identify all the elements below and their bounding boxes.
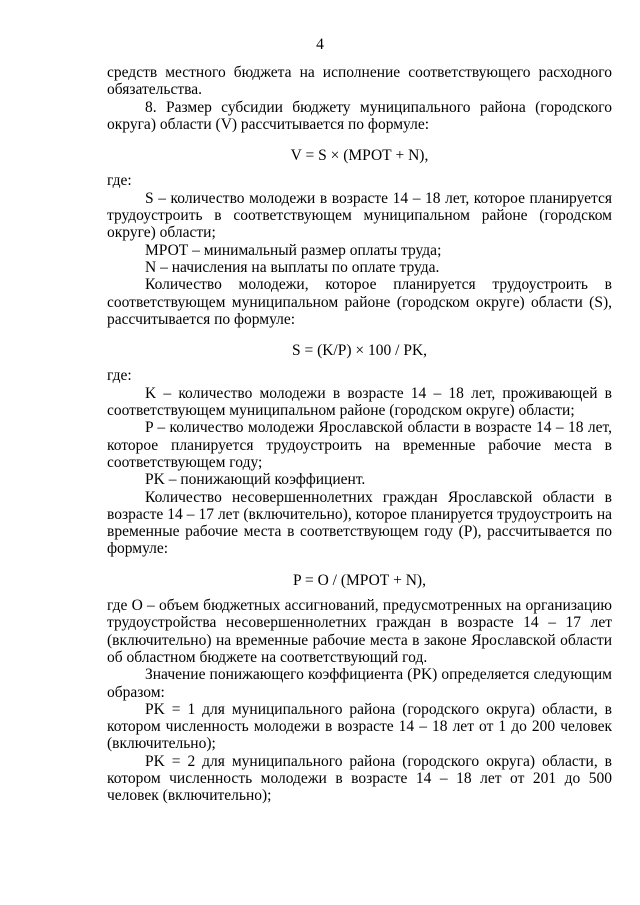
formula-spacing bbox=[107, 164, 612, 172]
paragraph: Значение понижающего коэффициента (PK) определяется следующим образом: bbox=[107, 666, 612, 701]
paragraph: МРОТ – минимальный размер оплаты труда; bbox=[145, 241, 442, 259]
formula-s: S = (K/P) × 100 / PK, bbox=[291, 342, 428, 360]
paragraph: Количество несовершеннолетних граждан Ярославской области в возрасте 14 – 17 лет (включительно), которое планируется трудоустроить на временные рабочие места в соответствующем году (P), рассчитывается по формуле: bbox=[107, 488, 612, 558]
paragraph: Количество молодежи, которое планируется трудоустроить в соответствующем муниципальном районе (городском округе) области (S), рассчитывается по формуле: bbox=[107, 276, 612, 328]
formula-spacing bbox=[107, 558, 612, 572]
paragraph-where: где: bbox=[107, 172, 132, 190]
paragraph-where: где: bbox=[107, 367, 132, 385]
page-number: 4 bbox=[316, 36, 324, 53]
paragraph: S – количество молодежи в возрасте 14 – 18 лет, которое планируется трудоустроить в соответствующем муниципальном районе (городском округе) области; bbox=[107, 189, 612, 242]
paragraph: где O – объем бюджетных ассигнований, предусмотренных на организацию трудоустройства несовершеннолетних граждан в возрасте 14 – 17 лет (включительно) на временные рабочие места в законе Ярославской области об областном бюджете на соответствующий год. bbox=[107, 597, 612, 666]
formula-v: V = S × (МРОТ + N), bbox=[290, 147, 429, 165]
formula-spacing bbox=[107, 133, 612, 147]
paragraph: P – количество молодежи Ярославской области в возрасте 14 – 18 лет, которое планируется трудоустроить на временные рабочие места в соответствующем году; bbox=[107, 419, 612, 471]
document-body bbox=[107, 64, 612, 805]
paragraph: N – начисления на выплаты по оплате труда. bbox=[145, 258, 440, 276]
formula-spacing bbox=[107, 328, 612, 342]
paragraph: 8. Размер субсидии бюджету муниципального района (городского округа) области (V) рассчитывается по формуле: bbox=[107, 98, 612, 133]
formula-p: P = O / (МРОТ + N), bbox=[293, 571, 426, 589]
formula-spacing bbox=[107, 589, 612, 597]
paragraph: средств местного бюджета на исполнение соответствующего расходного обязательства. bbox=[107, 64, 612, 99]
formula-spacing bbox=[107, 359, 612, 367]
paragraph: PK = 1 для муниципального района (городского округа) области, в котором численность молодежи в возрасте 14 – 18 лет от 1 до 200 человек (включительно); bbox=[107, 700, 612, 753]
paragraph: PK – понижающий коэффициент. bbox=[145, 471, 366, 489]
paragraph: K – количество молодежи в возрасте 14 – 18 лет, проживающей в соответствующем муниципальном районе (городском округе) области; bbox=[107, 384, 612, 420]
paragraph: PK = 2 для муниципального района (городского округа) области, в котором численность молодежи в возрасте 14 – 18 лет от 201 до 500 человек (включительно); bbox=[107, 752, 612, 805]
